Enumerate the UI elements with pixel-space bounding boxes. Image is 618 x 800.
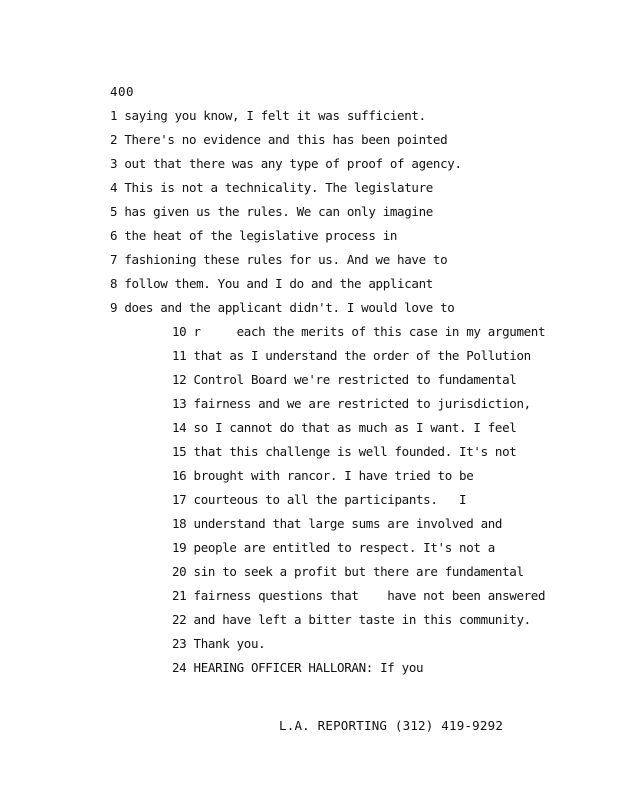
line-number: 7 — [110, 252, 118, 267]
line-number: 23 — [172, 636, 187, 651]
line-number: 2 — [110, 132, 118, 147]
line-text: fashioning these rules for us. And we have to — [124, 252, 448, 267]
line-text: HEARING OFFICER HALLORAN: If you — [193, 660, 424, 675]
line-number: 22 — [172, 612, 187, 627]
line-text: has given us the rules. We can only imagine — [124, 204, 433, 219]
transcript-line — [172, 588, 545, 604]
transcript-line — [172, 612, 531, 628]
transcript-line — [110, 276, 433, 292]
transcript-line — [110, 228, 397, 244]
line-text: understand that large sums are involved and — [193, 516, 503, 531]
transcript-line — [172, 348, 531, 364]
transcript-line — [110, 252, 447, 268]
transcript-line — [110, 300, 454, 316]
transcript-line — [172, 324, 545, 340]
line-number: 9 — [110, 300, 118, 315]
line-number: 21 — [172, 588, 187, 603]
line-text: saying you know, I felt it was sufficient. — [124, 108, 426, 123]
transcript-line — [110, 132, 447, 148]
line-text: people are entitled to respect. It's not a — [193, 540, 495, 555]
line-text: fairness and we are restricted to jurisdiction, — [193, 396, 531, 411]
transcript-line — [110, 180, 433, 196]
transcript-line — [172, 372, 516, 388]
line-text: and have left a bitter taste in this community. — [193, 612, 531, 627]
line-number: 15 — [172, 444, 187, 459]
line-text: out that there was any type of proof of agency. — [124, 156, 462, 171]
line-number: 24 — [172, 660, 187, 675]
transcript-line — [172, 516, 502, 532]
line-number: 8 — [110, 276, 118, 291]
line-text: the heat of the legislative process in — [124, 228, 398, 243]
transcript-line — [172, 492, 466, 508]
line-text: Control Board we're restricted to fundamental — [193, 372, 517, 387]
line-text: courteous to all the participants. I — [193, 492, 467, 507]
line-number: 11 — [172, 348, 187, 363]
line-text: This is not a technicality. The legislature — [124, 180, 433, 195]
line-number: 10 — [172, 324, 187, 339]
line-text: fairness questions that have not been answered — [193, 588, 546, 603]
transcript-line — [172, 564, 524, 580]
line-number: 16 — [172, 468, 187, 483]
page-number: 400 — [110, 84, 135, 99]
line-number: 20 — [172, 564, 187, 579]
line-number: 18 — [172, 516, 187, 531]
line-number: 5 — [110, 204, 118, 219]
line-number: 12 — [172, 372, 187, 387]
transcript-line — [172, 468, 473, 484]
transcript-line — [172, 660, 423, 676]
line-number: 4 — [110, 180, 118, 195]
line-text: so I cannot do that as much as I want. I feel — [193, 420, 517, 435]
transcript-line — [172, 444, 516, 460]
line-number: 3 — [110, 156, 118, 171]
transcript-line — [172, 396, 531, 412]
transcript-line — [110, 204, 433, 220]
line-number: 17 — [172, 492, 187, 507]
line-number: 1 — [110, 108, 118, 123]
line-text: brought with rancor. I have tried to be — [193, 468, 474, 483]
transcript-line — [172, 636, 265, 652]
line-number: 6 — [110, 228, 118, 243]
transcript-line — [110, 156, 462, 172]
line-text: that this challenge is well founded. It's not — [193, 444, 517, 459]
line-text: follow them. You and I do and the applicant — [124, 276, 433, 291]
line-number: 14 — [172, 420, 187, 435]
line-text: sin to seek a profit but there are fundamental — [193, 564, 524, 579]
line-text: Thank you. — [193, 636, 266, 651]
line-text: There's no evidence and this has been pointed — [124, 132, 448, 147]
line-text: r each the merits of this case in my argument — [193, 324, 546, 339]
line-text: does and the applicant didn't. I would love to — [124, 300, 455, 315]
transcript-line — [172, 420, 516, 436]
transcript-line — [110, 108, 426, 124]
line-text: that as I understand the order of the Pollution — [193, 348, 531, 363]
transcript-line — [172, 540, 495, 556]
reporter-footer: L.A. REPORTING (312) 419-9292 — [279, 718, 504, 733]
line-number: 19 — [172, 540, 187, 555]
line-number: 13 — [172, 396, 187, 411]
